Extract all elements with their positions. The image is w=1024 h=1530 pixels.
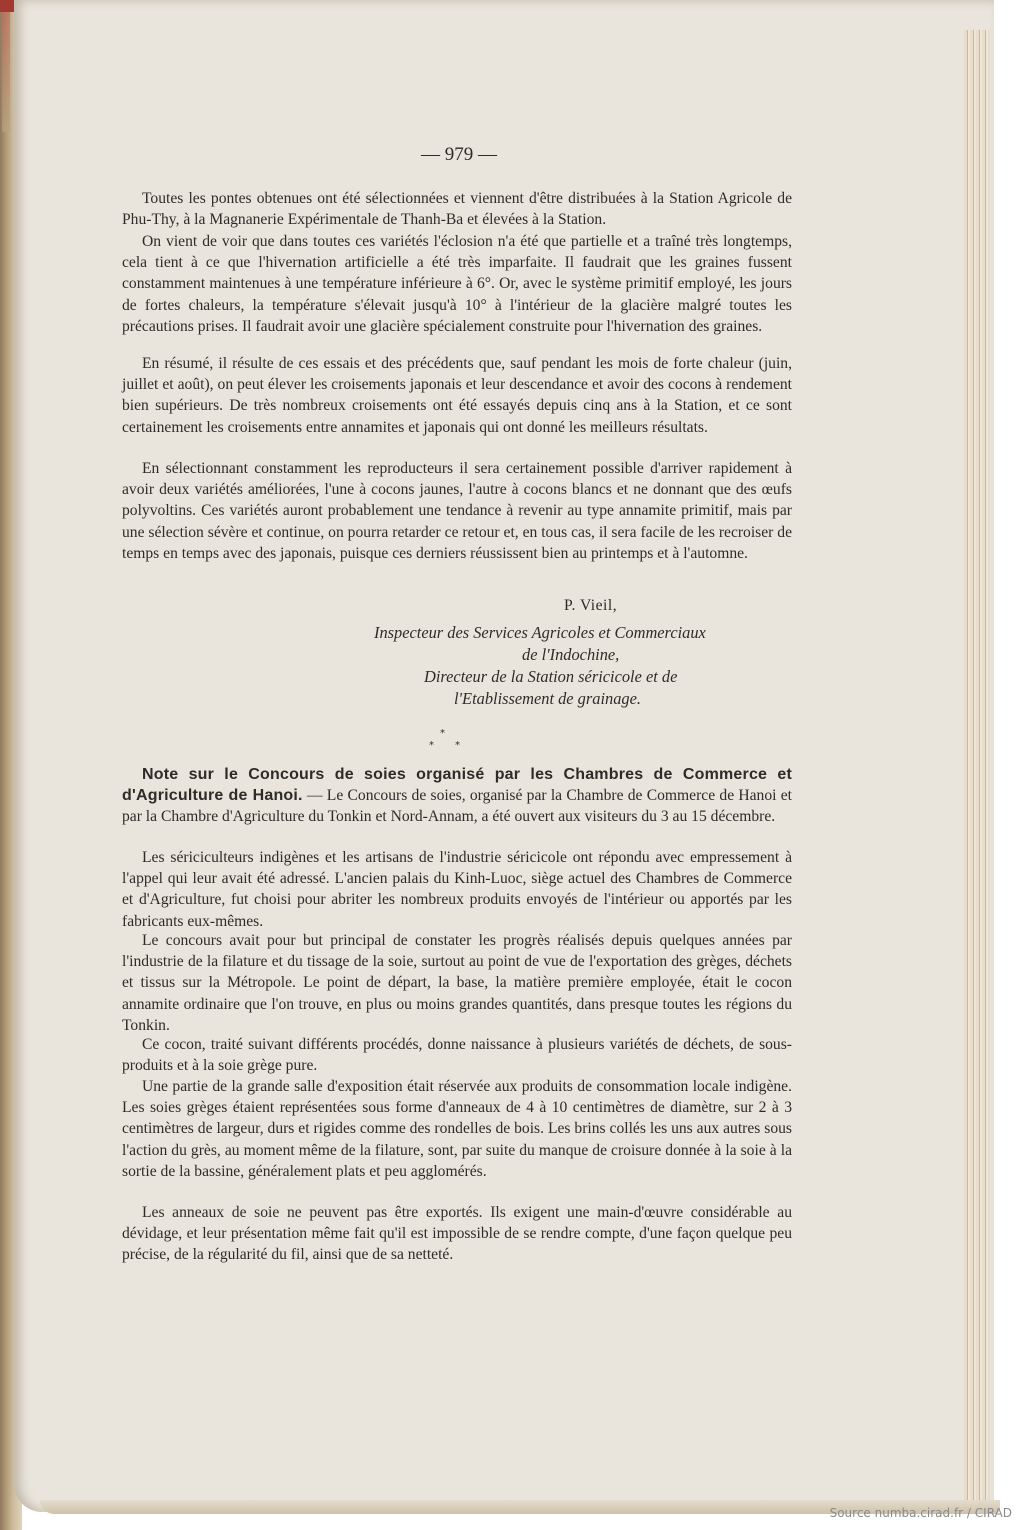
note-paragraph xyxy=(122,764,792,828)
author-title-line-2: de l'Indochine, xyxy=(522,645,620,664)
asterism-star-left: * xyxy=(429,740,434,751)
author-title-line-4: l'Etablissement de grainage. xyxy=(454,689,641,708)
book-page xyxy=(14,0,994,1512)
author-title-line-3: Directeur de la Station séricicole et de xyxy=(424,667,678,686)
paragraph-eclosion: On vient de voir que dans toutes ces variétés l'éclosion n'a été que partielle et a traîné très longtemps, cela tient à ce que l'hivernation artificielle a été très imparfaite. Il faudrait que les graines fussent constamment maintenues à une température inférieure à 6°. Or, avec le système primitif employé, les jours de fortes chaleurs, la température s'élevait jusqu'à 10° à l'intérieur de la glacière malgré toutes les précautions prises. Il faudrait avoir une glacière spécialement construite pour l'hivernation des graines. xyxy=(122,233,792,335)
paragraph-sericulteurs: Les sériciculteurs indigènes et les artisans de l'industrie séricicole ont répondu avec empressement à l'appel qui leur avait été adressé. L'ancien palais du Kinh-Luoc, siège actuel des Chambres de Commerce et d'Agriculture, fut choisi pour abriter les nombreux produits envoyés de l'intérieur ou apportés par les fabricants eux-mêmes. xyxy=(122,849,792,930)
author-title-line-1: Inspecteur des Services Agricoles et Commerciaux xyxy=(374,623,706,642)
asterism-separator xyxy=(429,728,479,756)
paragraph-selection: En sélectionnant constamment les reproducteurs il sera certainement possible d'arriver rapidement à avoir deux variétés améliorées, l'une à cocons jaunes, l'autre à cocons blancs et ne donnant que des œufs polyvoltins. Ces variétés auront probablement une tendance à revenir au type annamite primitif, mais par une sélection sévère et continue, on pourra retarder ce retour et, en tous cas, il sera facile de les recroiser de temps en temps avec des japonais, puisque ces derniers réussissent bien au printemps et à l'automne. xyxy=(122,460,792,562)
binding-red-strip xyxy=(2,12,10,132)
asterism-star-top: * xyxy=(440,728,445,739)
paragraph-resume: En résumé, il résulte de ces essais et des précédents que, sauf pendant les mois de forte chaleur (juin, juillet et août), on peut élever les croisements japonais et leur descendance et avoir des cocons à rendement bien supérieurs. De très nombreux croisements ont été essayés depuis cinq ans à la Station, et ce sont certainement les croisements entre annamites et japonais qui ont donné les meilleurs résultats. xyxy=(122,355,792,436)
paragraph-pontes: Toutes les pontes obtenues ont été sélectionnées et viennent d'être distribuées à la Station Agricole de Phu-Thy, à la Magnanerie Expérimentale de Thanh-Ba et élevées à la Station. xyxy=(122,190,792,229)
page-edges xyxy=(964,30,990,1512)
page-number: — 979 — xyxy=(421,144,497,165)
paragraph-exposition: Une partie de la grande salle d'exposition était réservée aux produits de consommation locale indigène. Les soies grèges étaient représentées sous forme d'anneaux de 4 à 10 centimètres de diamètre, sur 2 à 3 centimètres de largeur, durs et rigides comme des rondelles de bois. Les brins collés les uns aux autres sous l'action du grès, au moment même de la filature, sont, par suite du manque de croisure donnée à la soie à la sortie de la bassine, généralement plats et peu agglomérés. xyxy=(122,1078,792,1180)
note-intro: — Le Concours de soies, organisé par la Chambre de Commerce de Hanoi et par la Chambre d'Agriculture du Tonkin et Nord-Annam, a été ouvert aux visiteurs du 3 au 15 décembre. xyxy=(122,787,792,826)
author-name: P. Vieil, xyxy=(564,597,618,614)
source-credit: Source numba.cirad.fr / CIRAD xyxy=(829,1506,1012,1520)
paragraph-anneaux: Les anneaux de soie ne peuvent pas être exportés. Ils exigent une main-d'œuvre considérable au dévidage, et leur présentation même fait qu'il est impossible de se rendre compte, d'une façon quelque peu précise, de la régularité du fil, ainsi que de sa netteté. xyxy=(122,1204,792,1264)
note-heading: Note sur le Concours de soies organisé par les Chambres de Commerce et d'Agriculture de Hanoi. xyxy=(122,766,792,805)
paragraph-cocon: Ce cocon, traité suivant différents procédés, donne naissance à plusieurs variétés de déchets, de sous-produits et à la soie grège pure. xyxy=(122,1036,792,1075)
signature-block xyxy=(314,597,874,717)
asterism-star-right: * xyxy=(455,740,460,751)
paragraph-concours: Le concours avait pour but principal de constater les progrès réalisés depuis quelques années par l'industrie de la filature et du tissage de la soie, surtout au point de vue de l'exportation des grèges, déchets et tissus sur la Métropole. Le point de départ, la base, la matière première employée, était le cocon annamite ordinaire que l'on trouve, en plus ou moins grandes quantités, dans presque toutes les régions du Tonkin. xyxy=(122,932,792,1034)
